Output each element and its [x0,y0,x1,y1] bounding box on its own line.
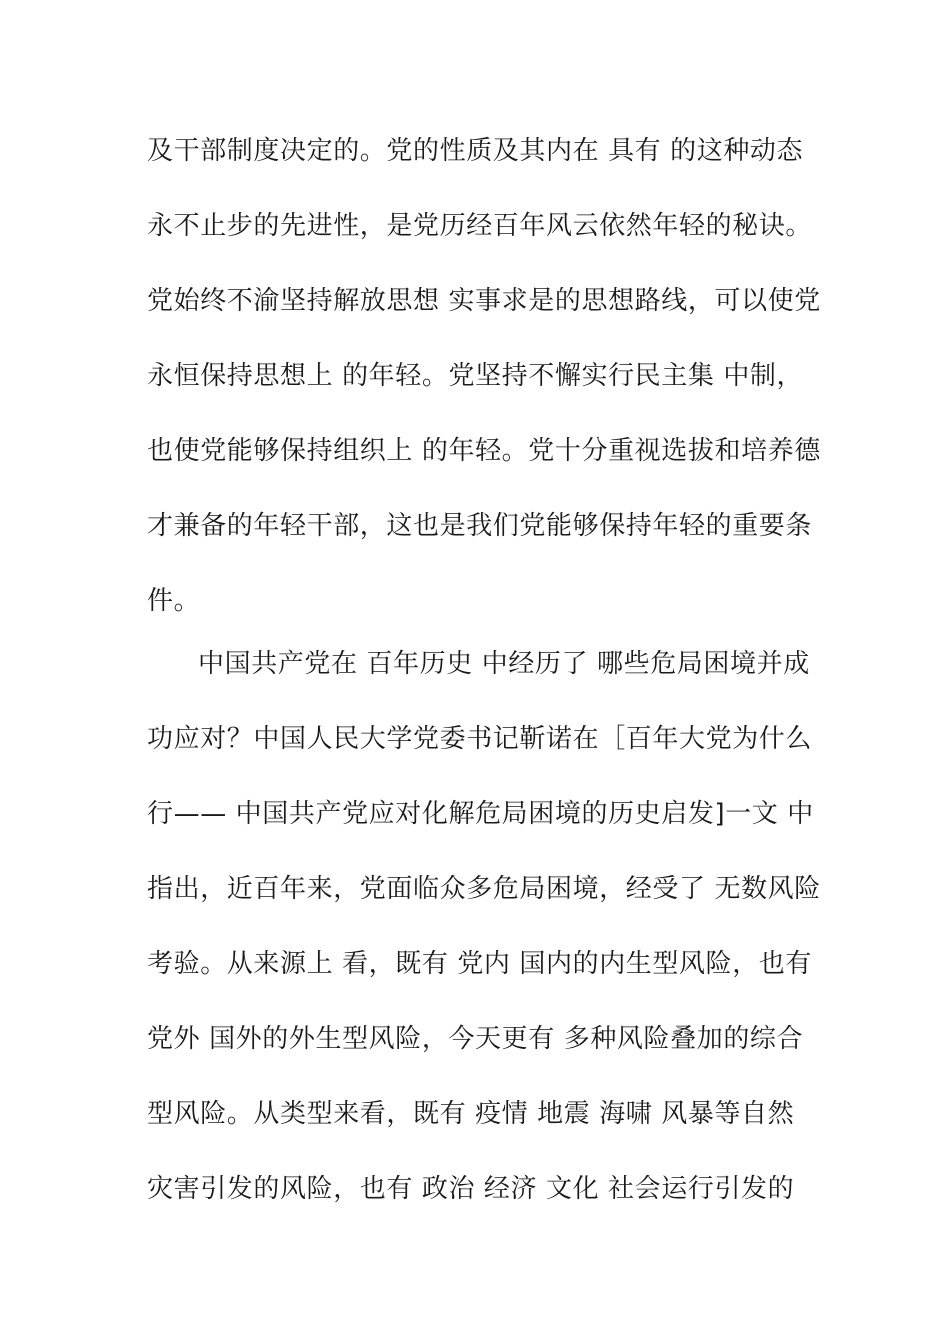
text-line: 也使党能够保持组织上 的年轻。党十分重视选拔和培养德 [147,436,821,466]
text-line: 才兼备的年轻干部，这也是我们党能够保持年轻的重要条 [147,511,813,541]
text-line: 功应对？中国人民大学党委书记靳诺在［百年大党为什么 [147,724,813,754]
text-line: 永不止步的先进性，是党历经百年风云依然年轻的秘诀。 [147,211,813,241]
text-line: 永恒保持思想上 的年轻。党坚持不懈实行民主集 中制， [147,361,804,391]
text-line: 行—— 中国共产党应对化解危局困境的历史启发]一文 中 [147,799,814,829]
text-line: 灾害引发的风险，也有 政治 经济 文化 社会运行引发的 [147,1174,795,1204]
text-line: 考验。从来源上 看，既有 党内 国内的内生型风险，也有 [147,949,812,979]
text-line: 党始终不渝坚持解放思想 实事求是的思想路线，可以使党 [147,286,821,316]
text-line: 型风险。从类型来看，既有 疫情 地震 海啸 风暴等自然 [147,1099,795,1129]
text-line: 指出，近百年来，党面临众多危局困境，经受了 无数风险 [147,874,821,904]
text-line: 及干部制度决定的。党的性质及其内在 具有 的这种动态 [147,136,804,166]
paragraph-first-line: 中国共产党在 百年历史 中经历了 哪些危局困境并成 [198,649,810,679]
text-line: 件。 [147,586,201,616]
text-line: 党外 国外的外生型风险，今天更有 多种风险叠加的综合 [147,1024,804,1054]
